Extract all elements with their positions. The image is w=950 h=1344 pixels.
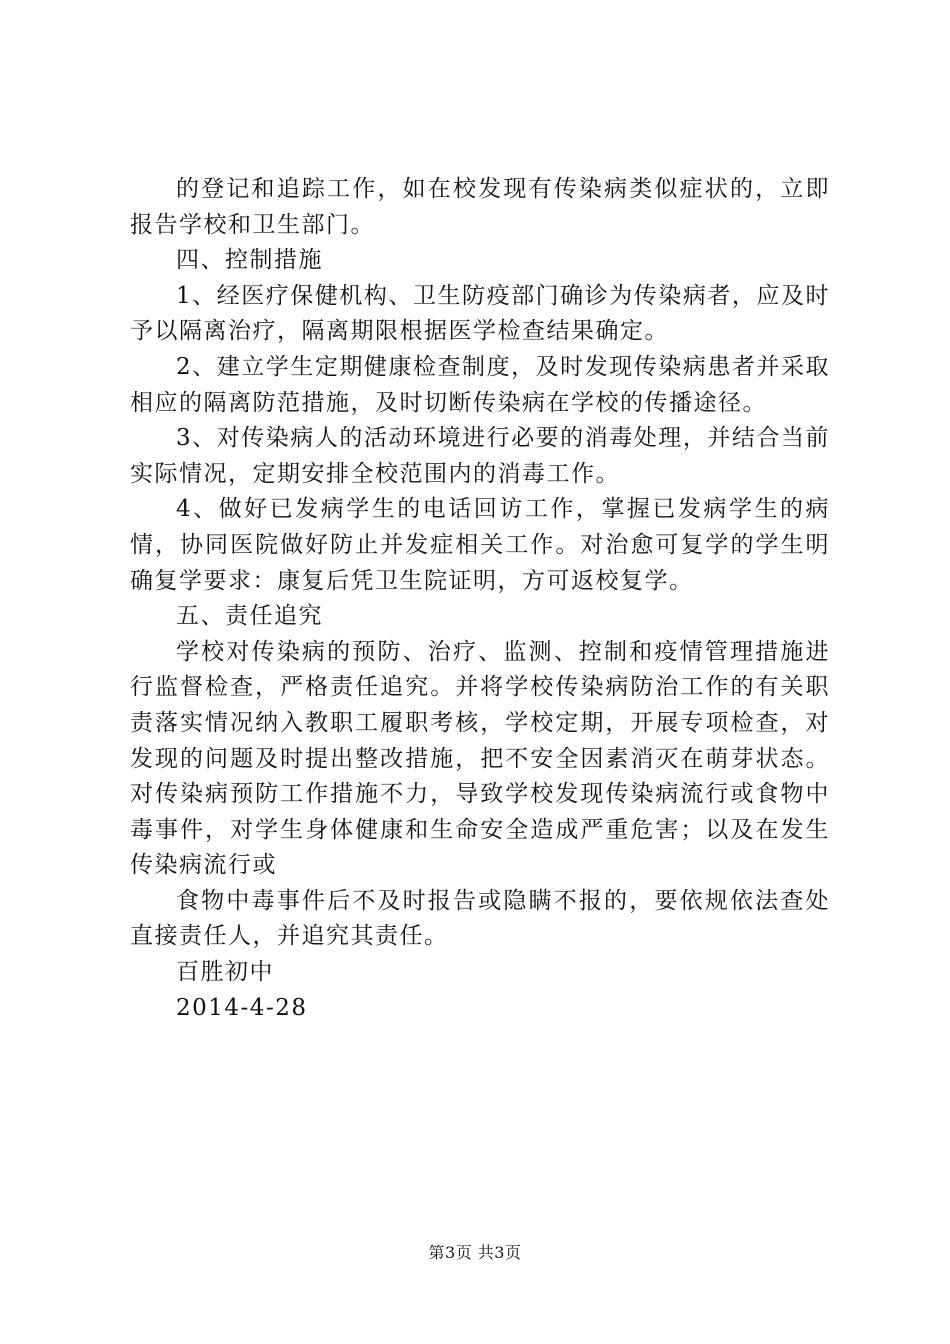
signature-school-name: 百胜初中 [176,959,274,986]
page-footer: 第3页 共3页 [428,1243,522,1262]
section-heading-control-measures: 四、控制措施 [176,247,323,274]
signature-date: 2014-4-28 [176,994,308,1021]
paragraph-accountability: 学校对传染病的预防、治疗、监测、控制和疫情管理措施进行监督检查，严格责任追究。并将学校传染病防治工作的有关职责落实情况纳入教职工履职考核，学校定期，开展专项检查，对发现的问题及时提出整改措施，把不安全因素消灭在萌芽状态。对传染病预防工作措施不力，导致学校发现传染病流行或食物中毒事件，对学生身体健康和生命安全造成严重危害；以及在发生传染病流行或 [130,638,830,879]
paragraph-accountability-continued: 食物中毒事件后不及时报告或隐瞒不报的，要依规依法查处直接责任人，并追究其责任。 [130,887,830,950]
paragraph-item-1: 1、经医疗保健机构、卫生防疫部门确诊为传染病者，应及时予以隔离治疗，隔离期限根据医学检查结果确定。 [130,282,830,345]
document-body [130,172,830,1026]
paragraph-item-4: 4、做好已发病学生的电话回访工作，掌握已发病学生的病情，协同医院做好防止并发症相关工作。对治愈可复学的学生明确复学要求：康复后凭卫生院证明，方可返校复学。 [130,496,830,594]
paragraph-item-3: 3、对传染病人的活动环境进行必要的消毒处理，并结合当前实际情况，定期安排全校范围内的消毒工作。 [130,425,830,487]
section-heading-accountability: 五、责任追究 [176,603,323,630]
paragraph-item-2: 2、建立学生定期健康检查制度，及时发现传染病患者并采取相应的隔离防范措施，及时切断传染病在学校的传播途径。 [130,353,830,416]
paragraph-continuation: 的登记和追踪工作，如在校发现有传染病类似症状的，立即报告学校和卫生部门。 [130,176,830,238]
